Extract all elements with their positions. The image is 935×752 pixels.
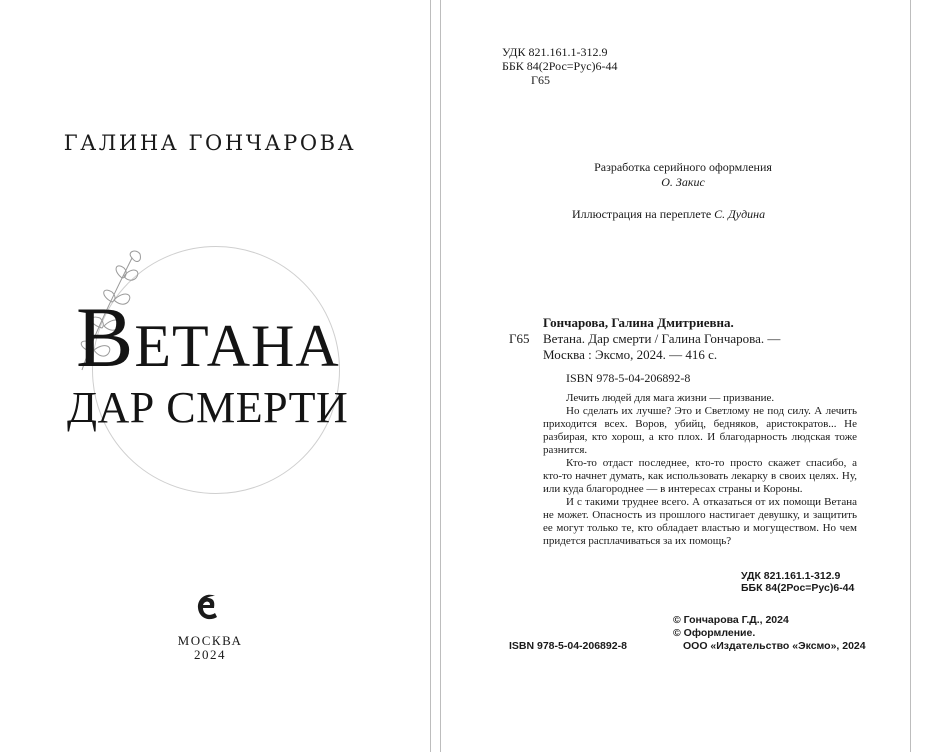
title-rest: ЕТАНА [134,313,340,379]
udk-code-bottom: УДК 821.161.1-312.9 [741,570,841,582]
annotation-paragraph: Но сделать их лучше? Это и Светлому не под силу. А лечить приходится всех. Воров, убийц, бедняков, аристократов... Не разбирая, кто хорош, а кто плох. И благодарность людская тоже разнится. [543,405,857,456]
bibliographic-line-1: Ветана. Дар смерти / Галина Гончарова. — [543,331,781,346]
bibliographic-isbn: ISBN 978-5-04-206892-8 [566,371,691,385]
left-page [0,0,430,752]
title-first-letter: В [76,289,135,385]
isbn-bottom: ISBN 978-5-04-206892-8 [509,640,627,652]
bbk-code: ББК 84(2Рос=Рус)6-44 [502,59,618,73]
copyright-author: © Гончарова Г.Д., 2024 [673,614,789,626]
right-page-left-edge [440,0,441,752]
annotation [543,392,857,548]
series-design-name: О. Закис [661,175,705,189]
cover-illustration-credit [572,207,765,222]
series-design-label: Разработка серийного оформления [594,160,772,174]
author-mark: Г65 [531,73,550,87]
author-name: ГАЛИНА ГОНЧАРОВА [63,131,357,155]
publication-year: 2024 [194,647,226,662]
cover-illustration-label: Иллюстрация на переплете [572,207,712,221]
annotation-paragraph: И с такими труднее всего. А отказаться от их помощи Ветана не может. Опасность из прошлого настигает девушку, и защитить ее могут только те, кто обладает властью и могуществом. Но чем придется расплачиваться за их помощь? [543,496,857,547]
catalog-code: Г65 [509,331,530,346]
annotation-paragraph: Кто-то отдаст последнее, кто-то просто скажет спасибо, а кто-то начнет думать, как использовать лекарку в своих целях. Ну, или куда благороднее — в интересах страны и Короны. [543,457,857,495]
right-page-right-edge [910,0,911,752]
cover-illustration-name: С. Дудина [714,207,766,221]
book-subtitle: ДАР СМЕРТИ [67,383,349,432]
copyright-publisher: ООО «Издательство «Эксмо», 2024 [683,640,866,652]
annotation-paragraph: Лечить людей для мага жизни — призвание. [566,392,775,404]
udk-code: УДК 821.161.1-312.9 [502,45,608,59]
left-page-edge [430,0,431,752]
bibliographic-heading: Гончарова, Галина Дмитриевна. [543,315,734,330]
bbk-code-bottom: ББК 84(2Рос=Рус)6-44 [741,582,855,594]
eksmo-logo-icon [193,590,221,626]
bibliographic-line-2: Москва : Эксмо, 2024. — 416 с. [543,347,718,362]
publisher-city: МОСКВА [177,633,243,648]
book-title [76,289,340,385]
copyright-design: © Оформление. [673,627,756,639]
